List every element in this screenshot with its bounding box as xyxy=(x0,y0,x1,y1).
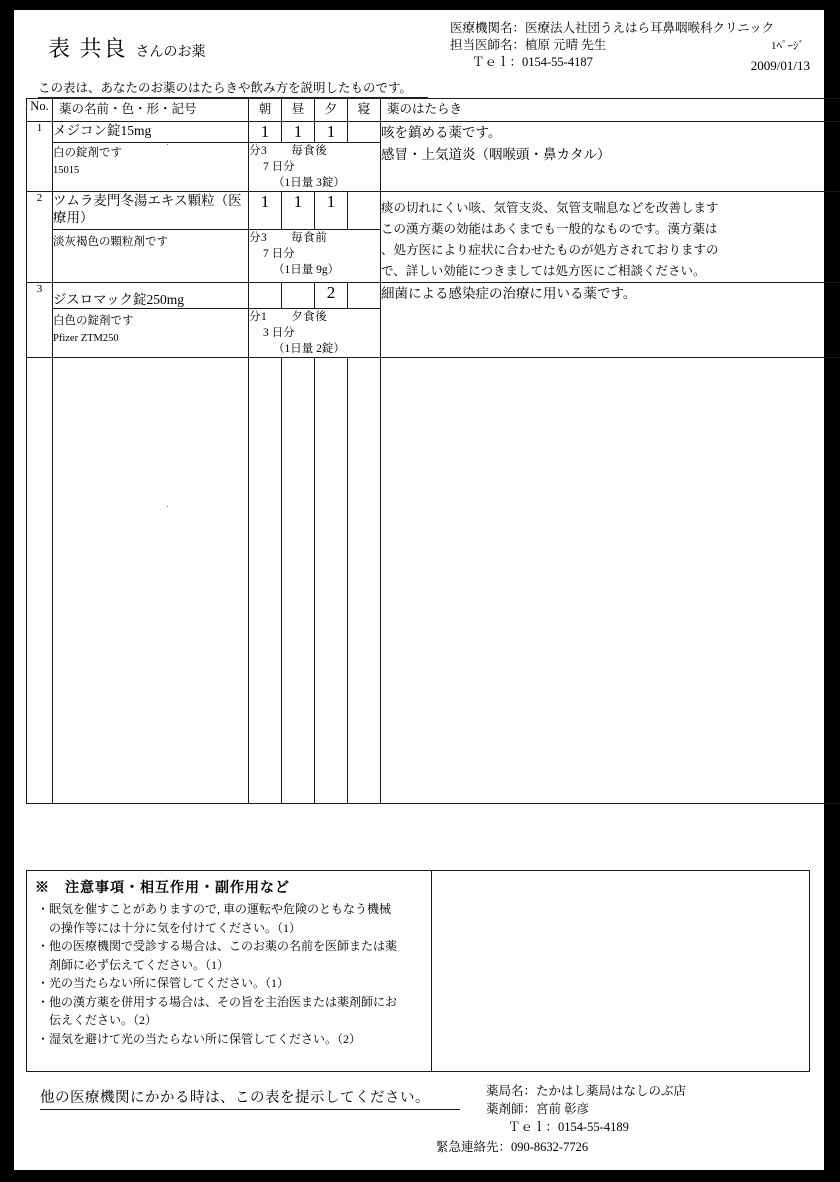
row-no: 2 xyxy=(27,192,53,283)
effect-cell xyxy=(381,122,840,192)
clinic-name-label: 医療機関名： xyxy=(450,21,526,35)
patient-heading xyxy=(48,32,206,63)
pharmacy-name-value: たかはし薬局はなしのぶ店 xyxy=(536,1084,687,1098)
effect-line: 痰の切れにくい咳、気管支炎、気管支喘息などを改善します xyxy=(381,201,719,215)
drug-description: 白色の錠剤です xyxy=(53,315,134,327)
doctor-row xyxy=(450,37,810,54)
pharmacy-info xyxy=(486,1082,686,1136)
dosing-instructions xyxy=(249,143,381,192)
note-text: ・光の当たらない所に保管してください。（1） xyxy=(37,976,290,990)
effect-line: 咳を鎮める薬です。 xyxy=(381,125,502,140)
col-bedtime: 寝 xyxy=(348,99,381,122)
empty-bedtime xyxy=(348,358,381,804)
list-item xyxy=(37,1031,803,1049)
dose-bedtime xyxy=(348,283,381,309)
dosing-daily-amount: （1日量 2錠） xyxy=(273,343,345,355)
clinic-name-row xyxy=(450,20,810,37)
pharmacy-name-row xyxy=(486,1082,686,1100)
drug-description: 白の錠剤です xyxy=(53,147,122,159)
note-text: ・他の医療機関で受診する場合は、このお薬の名前を医師または薬 xyxy=(37,939,398,953)
list-item xyxy=(37,920,803,938)
col-effect: 薬のはたらき xyxy=(381,99,840,122)
effect-line: 細菌による感染症の治療に用いる薬です。 xyxy=(381,286,637,301)
empty-rows-area xyxy=(27,358,840,804)
dosing-frequency: 分1 夕食後 xyxy=(249,311,328,323)
list-item xyxy=(37,957,803,975)
dose-noon: 1 xyxy=(282,192,315,230)
clinic-name-value: 医療法人社団うえはら耳鼻咽喉科クリニック xyxy=(525,21,775,35)
col-no: No. xyxy=(27,99,53,122)
pharmacist-value: 宮前 彰彦 xyxy=(536,1102,590,1116)
drug-name: ジスロマック錠250mg xyxy=(53,292,185,307)
lead-text: この表は、あなたのお薬のはたらきや飲み方を説明したものです。 xyxy=(38,78,428,98)
notes-divider xyxy=(431,871,432,1071)
list-item xyxy=(37,1012,803,1030)
pharmacist-row xyxy=(486,1100,686,1118)
effect-line: この漢方薬の効能はあくまでも一般的なものです。漢方薬は xyxy=(381,222,718,236)
list-item xyxy=(37,938,803,956)
dosing-daily-amount: （1日量 3錠） xyxy=(273,177,345,189)
pharmacy-tel-value: 0154-55-4189 xyxy=(558,1120,629,1134)
clinic-tel-value: 0154-55-4187 xyxy=(522,55,593,69)
note-text: ・他の漢方薬を併用する場合は、その旨を主治医または薬剤師にお xyxy=(37,994,398,1009)
effect-cell xyxy=(381,283,840,358)
note-text: ・湿気を避けて光の当たらない所に保管してください。（2） xyxy=(37,1031,362,1046)
dosing-frequency: 分3 毎食後 xyxy=(249,145,328,157)
sheet-inner xyxy=(26,20,810,1158)
table-row xyxy=(27,122,840,143)
empty-noon xyxy=(282,358,315,804)
table-row xyxy=(27,192,840,230)
dose-noon: 1 xyxy=(282,122,315,143)
drug-description: 淡灰褐色の顆粒剤です xyxy=(53,235,168,248)
dose-evening: 2 xyxy=(315,283,348,309)
col-morning: 朝 xyxy=(249,99,282,122)
document-footer xyxy=(26,1082,810,1156)
col-evening: 夕 xyxy=(315,99,348,122)
table-header-row xyxy=(27,99,840,122)
issue-date: 2009/01/13 xyxy=(750,58,810,73)
dose-evening: 1 xyxy=(315,122,348,143)
drug-code: 15015 xyxy=(53,165,80,176)
notes-list xyxy=(27,901,809,1048)
effect-line: 感冒・上気道炎（咽喉頭・鼻カタル） xyxy=(381,147,611,162)
document-header xyxy=(26,20,810,95)
pharmacy-name-label: 薬局名： xyxy=(486,1084,537,1098)
doctor-label: 担当医師名： xyxy=(450,38,526,52)
pharmacy-tel-row xyxy=(486,1118,686,1136)
list-item xyxy=(37,975,803,993)
medication-table xyxy=(26,98,840,804)
list-item xyxy=(37,901,803,919)
list-item xyxy=(37,994,803,1012)
drug-name-cell xyxy=(53,192,249,230)
drug-desc-cell xyxy=(53,143,249,192)
page-number: 1ﾍﾟｰｼﾞ xyxy=(771,40,804,52)
dosing-days: 3 日分 xyxy=(263,327,295,339)
dosing-instructions xyxy=(249,309,381,358)
notes-title: ※ 注意事項・相互作用・副作用など xyxy=(35,881,290,896)
drug-name: メジコン錠15mg xyxy=(53,123,152,138)
doctor-value: 植原 元晴 先生 xyxy=(525,38,607,52)
dosing-days: 7 日分 xyxy=(263,161,295,173)
drug-name-cell xyxy=(53,122,249,143)
drug-desc-cell xyxy=(53,229,249,282)
dose-bedtime xyxy=(348,122,381,143)
note-text: 伝えください。（2） xyxy=(37,1013,158,1027)
row-no: 3 xyxy=(27,283,53,358)
dose-morning: 1 xyxy=(249,122,282,143)
emergency-contact: 緊急連絡先：090-8632-7726 xyxy=(436,1140,589,1154)
note-text: の操作等には十分に気を付けてください。（1） xyxy=(37,920,302,935)
effect-line: 、処方医により症状に合わせたものが処方されておりますの xyxy=(381,243,719,257)
note-text: 剤師に必ず伝えてください。（1） xyxy=(37,957,230,972)
notes-section xyxy=(26,870,810,1072)
stray-mark: . xyxy=(166,136,169,147)
dose-morning: 1 xyxy=(249,192,282,230)
pharmacy-tel-label: Ｔｅｌ： xyxy=(508,1120,559,1134)
table-row xyxy=(27,283,840,309)
dose-noon xyxy=(282,283,315,309)
drug-code: Pfizer ZTM250 xyxy=(53,333,119,344)
prescription-sheet xyxy=(14,10,824,1170)
clinic-tel-label: Ｔｅｌ： xyxy=(472,55,523,69)
drug-name-cont: 療用） xyxy=(53,210,94,225)
row-no: 1 xyxy=(27,122,53,192)
col-noon: 昼 xyxy=(282,99,315,122)
dose-morning xyxy=(249,283,282,309)
patient-name-suffix: さんのお薬 xyxy=(135,45,206,60)
drug-name: ツムラ麦門冬湯エキス顆粒（医 xyxy=(53,193,242,208)
patient-name: 表 共良 xyxy=(48,36,128,61)
empty-effect xyxy=(381,358,840,804)
dose-evening: 1 xyxy=(315,192,348,230)
drug-name-cell xyxy=(53,283,249,309)
dosing-days: 7 日分 xyxy=(263,247,295,260)
empty-evening xyxy=(315,358,348,804)
note-text: ・眠気を催すことがありますので, 車の運転や危険のともなう機械 xyxy=(37,902,392,916)
empty-morning xyxy=(249,358,282,804)
dose-bedtime xyxy=(348,192,381,230)
pharmacist-label: 薬剤師： xyxy=(486,1102,537,1116)
drug-desc-cell xyxy=(53,309,249,358)
empty-no xyxy=(27,358,53,804)
dosing-frequency: 分3 毎食前 xyxy=(249,231,328,244)
stray-mark: . xyxy=(166,498,169,509)
dosing-daily-amount: （1日量 9g） xyxy=(273,263,340,276)
effect-line: で、詳しい効能につきましては処方医にご相談ください。 xyxy=(381,264,706,278)
footer-message: 他の医療機関にかかる時は、この表を提示してください。 xyxy=(40,1086,460,1110)
effect-cell xyxy=(381,192,840,283)
dosing-instructions xyxy=(249,229,381,282)
col-name: 薬の名前・色・形・記号 xyxy=(53,99,249,122)
